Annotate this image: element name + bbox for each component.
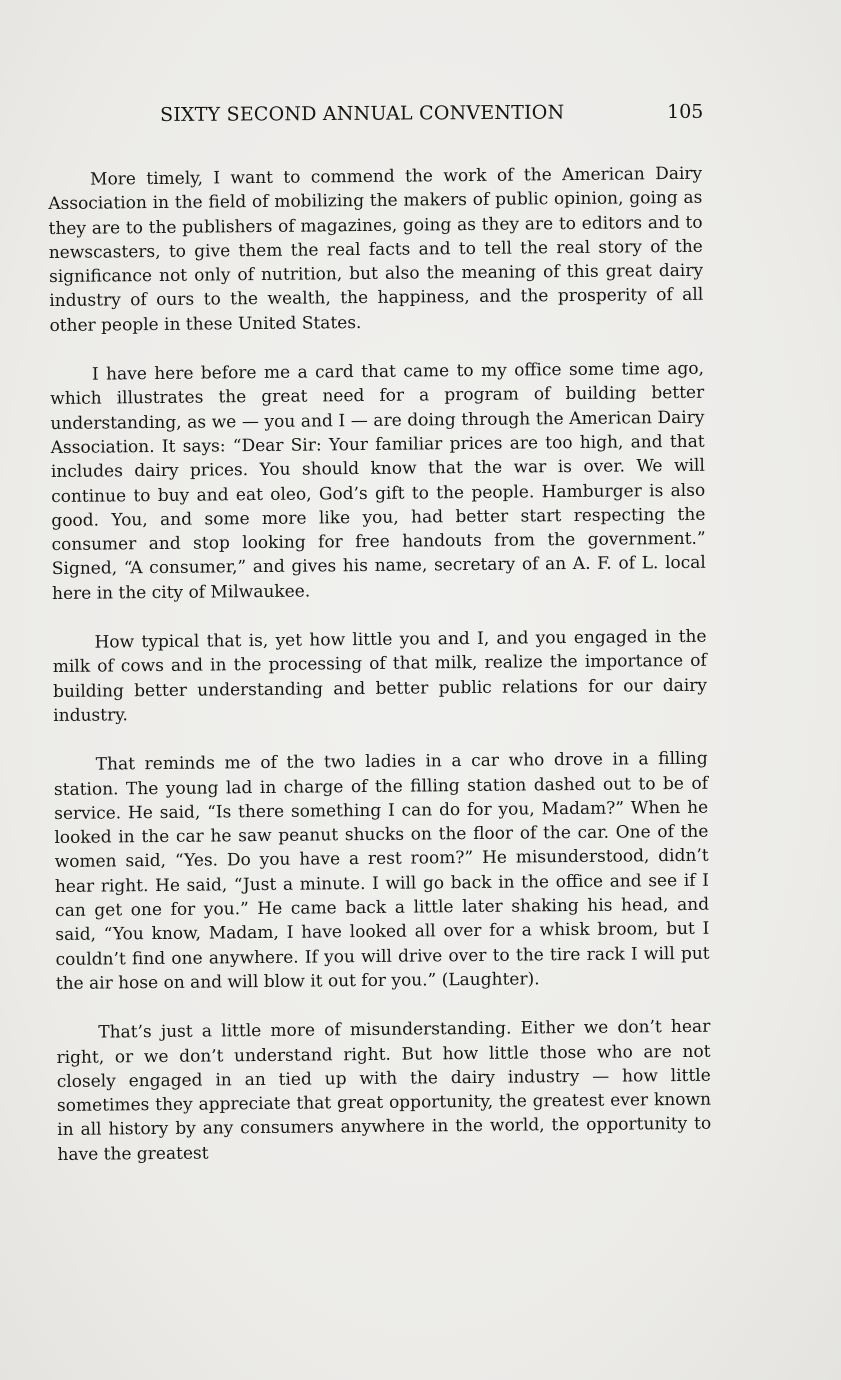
running-head: SIXTY SECOND ANNUAL CONVENTION — [160, 101, 565, 126]
body-text — [48, 162, 712, 1192]
paragraph: How typical that is, yet how little you and I, and you engaged in the milk of cows and in the processing of that milk, realize the importance of building better understanding and better public relations for our dairy industry. — [52, 626, 708, 726]
paragraph: That’s just a little more of misunderstanding. Either we don’t hear right, or we don’t understand right. But how little those who are not closely engaged in an tied up with the dairy industry — how little sometimes they appreciate that great opportunity, the greatest ever known in all history by any consumers anywhere in the world, the opportunity to have the greatest — [56, 1016, 712, 1165]
paragraph: That reminds me of the two ladies in a car who drove in a filling station. The young lad in charge of the filling station dashed out to be of service. He said, “Is there something I can do for you, Madam?” When he looked in the car he saw peanut shucks on the floor of the car. One of the women said, “Yes. Do you have a rest room?” He misunderstood, didn’t hear right. He said, “Just a minute. I will go back in the office and see if I can get one for you.” He came back a little later shaking his head, and said, “You know, Madam, I have looked all over for a whisk broom, but I couldn’t find one anywhere. If you will drive over to the tire rack I will put the air hose on and will blow it out for you.” (Laughter). — [53, 748, 710, 994]
paragraph: More timely, I want to commend the work of the American Dairy Association in the field of mobilizing the makers of public opinion, going as they are to the publishers of magazines, going as they are to editors and to newscasters, to give them the real facts and to tell the real story of the significance not only of nutrition, but also the meaning of this great dairy industry of ours to the wealth, the happiness, and the prosperity of all other people in these United States. — [48, 163, 704, 336]
paragraph: I have here before me a card that came to my office some time ago, which illustrates the great need for a program of building better understanding, as we — you and I — are doing through the American Dairy Association. It says: “Dear Sir: Your familiar prices are too high, and that includes dairy prices. You should know that the war is over. We will continue to buy and eat oleo, God’s gift to the people. Hamburger is also good. You, and some more like you, had better start respecting the consumer and stop looking for free handouts from the government.” Signed, “A consumer,” and gives his name, secretary of an A. F. of L. local here in the city of Milwaukee. — [50, 358, 706, 604]
page-number: 105 — [667, 100, 704, 123]
